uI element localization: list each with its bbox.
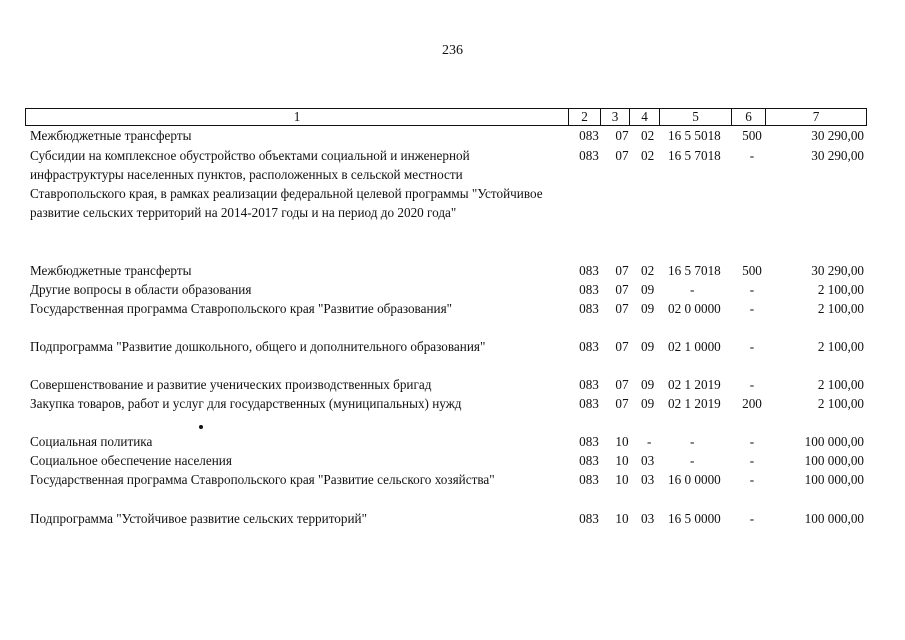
header-col-2: 2 [569,109,601,125]
row-col-5: 16 5 0000 [668,511,721,526]
row-col-4: 02 [641,128,655,143]
row-col-4: 09 [641,339,655,354]
row-name: Субсидии на комплексное обустройство объектами социальной и инженерной инфраструктуры населенных пунктов, расположенных в сельской местности Ставропольского края, в рамках реализации федеральной целевой программы "Устойчивое развитие сельских территорий на 2014-2017 годы и на период до 2020 года" [30,148,543,220]
row-col-6: - [749,282,755,297]
row-col-4: 03 [641,511,655,526]
row-col-2: 083 [579,377,599,392]
row-col-3: 10 [615,472,629,487]
row-col-2: 083 [579,396,599,411]
row-col-4: 02 [641,148,655,163]
row-col-5: - [690,453,695,468]
row-name: Межбюджетные трансферты [30,263,192,278]
row-col-2: 083 [579,148,599,163]
row-col-3: 07 [615,128,629,143]
row-col-3: 07 [615,339,629,354]
row-col-3: 10 [615,511,629,526]
row-col-6: - [749,434,755,449]
row-col-5: 02 1 0000 [668,339,721,354]
header-col-1: 1 [26,109,569,125]
row-col-4: 09 [641,301,655,316]
row-name: Подпрограмма "Устойчивое развитие сельских территорий" [30,511,367,526]
row-name: Закупка товаров, работ и услуг для государственных (муниципальных) нужд [30,396,462,411]
row-col-7: 2 100,00 [817,282,864,297]
row-col-7: 2 100,00 [817,339,864,354]
row-col-5: 16 0 0000 [668,472,721,487]
header-col-3: 3 [601,109,630,125]
row-col-3: 07 [615,282,629,297]
row-col-7: 100 000,00 [804,453,864,468]
row-col-6: - [749,511,755,526]
row-col-5: - [690,434,695,449]
header-col-6: 6 [732,109,766,125]
row-col-5: 16 5 5018 [668,128,721,143]
row-col-6: - [749,301,755,316]
table-header [25,108,867,126]
row-col-7: 30 290,00 [811,128,864,143]
row-col-5: - [690,282,695,297]
row-col-6: - [749,453,755,468]
row-col-6: 500 [742,128,762,143]
row-col-3: 10 [615,453,629,468]
row-name: Государственная программа Ставропольского края "Развитие сельского хозяйства" [30,472,495,487]
row-col-7: 100 000,00 [804,472,864,487]
row-col-2: 083 [579,301,599,316]
row-col-4: 09 [641,282,655,297]
row-col-6: - [749,339,755,354]
row-name: Совершенствование и развитие ученических производственных бригад [30,377,432,392]
row-col-7: 30 290,00 [811,148,864,163]
stray-dot [199,425,203,429]
page-number: 236 [442,43,463,58]
row-col-2: 083 [579,339,599,354]
row-col-3: 07 [615,263,629,278]
header-col-5: 5 [660,109,732,125]
row-col-3: 07 [615,396,629,411]
row-col-2: 083 [579,511,599,526]
header-col-4: 4 [630,109,660,125]
row-col-2: 083 [579,263,599,278]
row-col-7: 2 100,00 [817,396,864,411]
row-col-5: 16 5 7018 [668,148,721,163]
row-col-4: 03 [641,453,655,468]
row-col-4: - [647,434,652,449]
row-col-4: 09 [641,377,655,392]
row-col-7: 100 000,00 [804,511,864,526]
row-col-6: - [749,472,755,487]
row-col-2: 083 [579,453,599,468]
row-col-3: 07 [615,148,629,163]
row-col-3: 07 [615,301,629,316]
row-col-7: 2 100,00 [817,301,864,316]
row-col-4: 03 [641,472,655,487]
row-col-2: 083 [579,282,599,297]
row-col-5: 02 0 0000 [668,301,721,316]
row-name: Социальное обеспечение населения [30,453,232,468]
row-name: Другие вопросы в области образования [30,282,252,297]
row-name: Государственная программа Ставропольского края "Развитие образования" [30,301,453,316]
row-col-7: 2 100,00 [817,377,864,392]
row-col-3: 10 [615,434,629,449]
row-col-6: 200 [742,396,762,411]
row-col-6: - [749,377,755,392]
row-col-6: - [749,148,755,163]
row-col-2: 083 [579,434,599,449]
row-col-5: 02 1 2019 [668,377,721,392]
row-name: Межбюджетные трансферты [30,128,192,143]
row-col-7: 100 000,00 [804,434,864,449]
row-col-3: 07 [615,377,629,392]
row-col-2: 083 [579,472,599,487]
row-col-6: 500 [742,263,762,278]
row-col-4: 09 [641,396,655,411]
header-col-7: 7 [812,109,820,124]
row-col-7: 30 290,00 [811,263,864,278]
row-name: Социальная политика [30,434,153,449]
row-col-5: 02 1 2019 [668,396,721,411]
row-col-4: 02 [641,263,655,278]
row-name: Подпрограмма "Развитие дошкольного, общего и дополнительного образования" [30,339,486,354]
row-col-2: 083 [579,128,599,143]
row-col-5: 16 5 7018 [668,263,721,278]
